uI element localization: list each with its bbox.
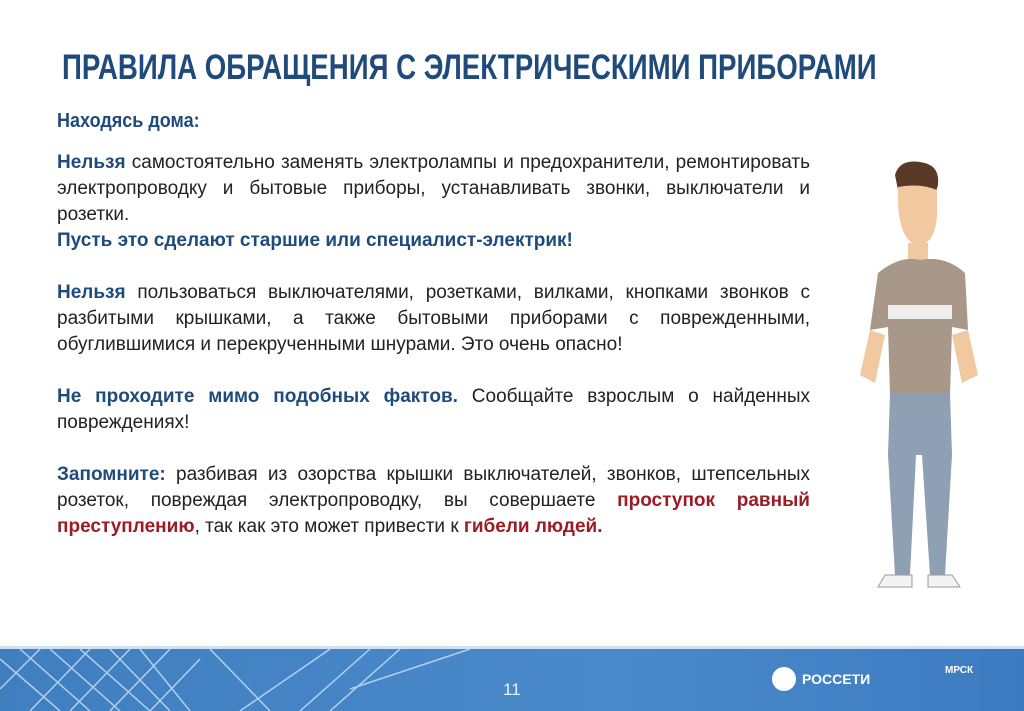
page-number: 11: [503, 680, 521, 699]
mrsk-logo: МРСК: [945, 665, 974, 676]
boy-illustration: [840, 155, 990, 600]
paragraph-2: Нельзя пользоваться выключателями, розетками, вилками, кнопками звонков с разбитыми крышками, а также бытовыми приборами с поврежденными, обуглившимися и перекрученными шнурами. Это очень опасно!: [57, 282, 810, 355]
slide-body: [57, 150, 810, 566]
footer-bar: [0, 646, 1024, 711]
pylon-graphic: [0, 649, 480, 711]
paragraph-3: Не проходите мимо подобных фактов. Сообщайте взрослым о найденных повреждениях!: [57, 386, 810, 433]
rosseti-logo: РОССЕТИ: [772, 667, 870, 691]
rosseti-emblem-icon: [772, 667, 796, 691]
slide-title: ПРАВИЛА ОБРАЩЕНИЯ С ЭЛЕКТРИЧЕСКИМИ ПРИБОРАМИ: [62, 48, 877, 87]
paragraph-4: Запомните: разбивая из озорства крышки выключателей, звонков, штепсельных розеток, повреждая электропроводку, вы совершаете проступок равный преступлению, так как это может привести к гибели людей.: [57, 464, 810, 537]
slide-subtitle: Находясь дома:: [57, 110, 200, 132]
paragraph-1: Нельзя самостоятельно заменять электролампы и предохранители, ремонтировать электропроводку и бытовые приборы, устанавливать звонки, выключатели и розетки. Пусть это сделают старшие или специалист-электрик!: [57, 152, 810, 251]
